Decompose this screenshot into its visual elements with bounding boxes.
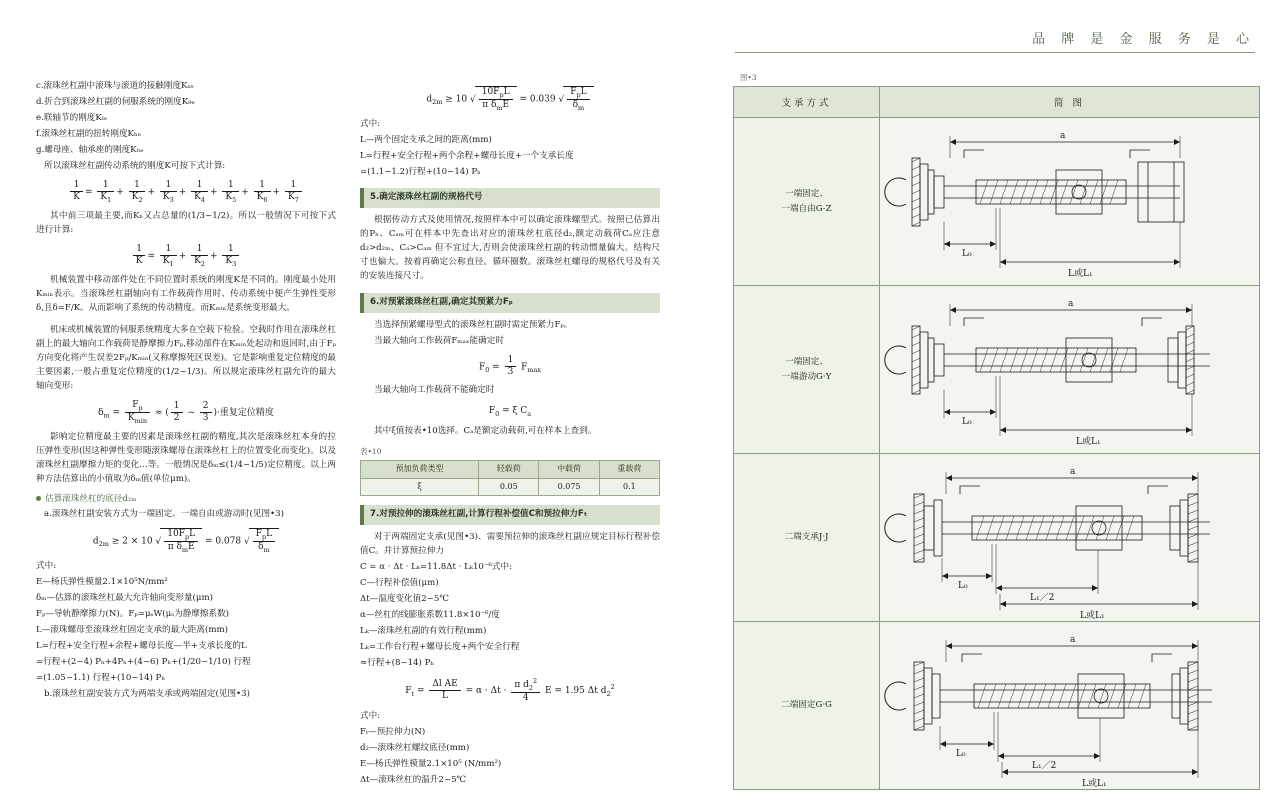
section-7-where-2: E—杨氏弹性模量2.1×10⁵ (N/mm²) xyxy=(360,758,502,769)
bullet-estimate-root-diameter: 估算滚珠丝杠的底径d₂ₘ xyxy=(36,493,336,507)
figure-row-2-diagram xyxy=(880,286,1259,453)
figure-table-header xyxy=(734,87,1259,118)
figure-label: 图•3 xyxy=(740,73,757,82)
case-b-where-1: L=行程+安全行程+两个余程+螺母长度+一个支承长度 xyxy=(360,150,574,161)
section-heading-5: 5.确定滚珠丝杠副的规格代号 xyxy=(360,188,660,208)
section-7-line-6: ≈行程+(8~14) Pₕ xyxy=(360,657,435,668)
figure-row-3-dim-l: L或L₁ xyxy=(1080,611,1105,620)
case-a-where-1: δₘ—估算的滚珠丝杠最大允许轴向变形量(μm) xyxy=(36,592,213,603)
stiffness-item-e: e.联轴节的刚度Kₜₑ xyxy=(36,112,108,123)
table-header-1: 轻载荷 xyxy=(479,460,539,478)
table-row xyxy=(361,478,660,496)
figure-row-2-dim-l: L或L₁ xyxy=(1076,437,1101,447)
section-7-where-0: Fₜ—预拉伸力(N) xyxy=(360,726,426,737)
figure-row-both-supported xyxy=(734,454,1259,622)
paragraph-5: 影响定位精度最主要的因素是滚珠丝杠副的精度,其次是滚珠丝杠本身的拉压弹性变形(因这种弹性变形随滚珠螺母在滚珠丝杠上的位置变化而变化)。以及滚珠丝杠副摩擦力矩的变化…等。一般情况是δₘ≤(1/4~1/5)定位精度。以上两种方法估算出的小值取为δₘ值(单位μm)。 xyxy=(36,431,336,484)
stiffness-item-d: d.折合到滚珠丝杠副的伺服系统的刚度K₉ₑ xyxy=(36,96,195,107)
figure-row-2-dim-a: a xyxy=(1068,299,1074,309)
table-cell-medium: 0.075 xyxy=(539,478,599,496)
figure-row-2-label xyxy=(734,286,880,453)
formula-preload-1: $F_0$ = $\frac{1}{3}$ $F_{max}$ xyxy=(478,354,542,378)
section-7-line-5: Lₖ=工作台行程+螺母长度+两个安全行程 xyxy=(360,641,520,652)
case-a-where-4: L=行程+安全行程+余程+螺母长度—半+支承长度的L xyxy=(36,640,247,651)
table-cell-light: 0.05 xyxy=(479,478,539,496)
formula-stiffness-short: $\frac{1}{K}$ = $\frac{1}{K_1}$ + $\frac{1}{K_2}$ + $\frac{1}{K_3}$ xyxy=(36,244,336,268)
figure-row-1-dim-a: a xyxy=(1060,131,1066,141)
figure-row-3-dim-l0: L₀ xyxy=(958,581,968,591)
figure-header-support-type: 支承方式 xyxy=(734,87,880,117)
formula-case-a: $d_{2m} \ge 2 \times 10$ √ $\frac{10F_pL}{\pi \delta_mE}$ = 0.078 √ $\frac{F_pL}{\delta_m}$ xyxy=(36,528,336,554)
case-a-text: a.滚珠丝杠副安装方式为一端固定、一端自由或游动时(见图•3) xyxy=(44,509,284,520)
figure-header-diagram: 简 图 xyxy=(1053,98,1086,109)
section-7-body: 对于两端固定支承(见图•3)、需要预拉伸的滚珠丝杠副应规定目标行程补偿值C。并计算预拉伸力 xyxy=(360,532,660,557)
formula-case-b: $d_{2m} \ge 10$ √ $\frac{10F_pL}{\pi \delta_mE}$ = 0.039 √ $\frac{F_pL}{\delta_m}$ xyxy=(360,86,660,112)
section-6-p4: 其中ξ值按表•10选择。Cₐ是额定动载荷,可在样本上查到。 xyxy=(374,426,597,437)
paragraph-k-note: 其中前三项最主要,而Kₕ又占总量的(1/3~1/2)。所以一般情况下可按下式进行计算: xyxy=(36,210,336,235)
section-5-body: 根据传动方式及使用情况,按照样本中可以确定滚珠螺型式。按照已估算出的Pₕ、Cₐₘ可在样本中先查出对应的滚珠丝杠底径d₂,额定动载荷Cₐ应注意d₂>d₂ₘ、Cₐ>Cₐₘ 但不宜过大,否则会使滚珠丝杠副的转动惯量偏大。结构尺寸也偏大。按着再确定公称直径。循环圈数。滚珠丝杠螺母的规格代号及有关的安装连接尺寸。 xyxy=(360,215,660,282)
formula-delta: $\delta_m$ = $\frac{F_p}{K_{min}}$ ≈ ( $\frac{1}{2}$ ~ $\frac{2}{3}$ )·重复定位精度 xyxy=(98,400,274,425)
figure-row-2-label-line-2: 一端游动G·Y xyxy=(781,371,832,382)
figure-row-4-label-line-1: 二端固定G·G xyxy=(781,700,832,711)
section-7-line-3: α—丝杠的线膨胀系数11.8×10⁻⁶/度 xyxy=(360,609,500,620)
figure-row-4-dim-a: a xyxy=(1070,635,1076,645)
stiffness-item-c: c.滚珠丝杠副中滚珠与滚道的接触刚度Kₛₑ xyxy=(36,81,194,91)
case-a-where-6: =(1.05~1.1) 行程+(10~14) Pₕ xyxy=(36,672,166,683)
figure-row-1-dim-l: L或L₁ xyxy=(1068,269,1093,279)
case-a-where-5: =行程+(2~4) Pₕ+4Pₕ+(4~6) Pₕ+(1/20~1/10) 行程 xyxy=(36,656,251,667)
preload-table xyxy=(360,460,660,497)
figure-row-3-dim-a: a xyxy=(1070,467,1076,477)
case-a-where-0: E—杨氏弹性模量2.1×10⁵N/mm² xyxy=(36,577,168,588)
paragraph-4: 机床或机械装置的伺服系统精度大多在空载下检验。空载时作用在滚珠丝杠副上的最大轴向工作载荷是静摩擦力Fₚ,移动部件在Kₘᵢₙ处起动和返回时,由于Fₚ方向变化将产生误差2Fₚ/Kₘᵢₙ(又称摩擦死区误差)。它是影响重复定位精度的最主要因素,一般占重复定位精度的(1/2~1/3)。所以规定滚珠丝杠副允许的最大轴向变形: xyxy=(36,325,336,392)
figure-row-4-dim-l1-2: L₁／2 xyxy=(1032,761,1057,771)
section-7-where-3: Δt—滚珠丝杠的温升2~5℃ xyxy=(360,774,467,785)
figure-row-4-label xyxy=(734,622,880,789)
figure-row-4-dim-l0: L₀ xyxy=(956,749,966,759)
figure-row-4-diagram xyxy=(880,622,1259,789)
figure-row-1-diagram xyxy=(880,118,1259,285)
figure-row-4-dim-l: L或L₁ xyxy=(1082,779,1107,788)
section-7-line-4: Lₖ—滚珠丝杠副的有效行程(mm) xyxy=(360,625,487,636)
formula-preload-2: $F_0 = \xi$ $C_a$ xyxy=(488,406,532,418)
table-header-3: 重载荷 xyxy=(599,460,659,478)
section-7-line-1: C—行程补偿值(μm) xyxy=(360,578,439,589)
figure-row-fixed-floating xyxy=(734,286,1259,454)
formula-stiffness-full: $\frac{1}{K}$ = $\frac{1}{K_1}$ + $\frac{1}{K_2}$ + $\frac{1}{K_3}$ + $\frac{1}{K_4}$ + $\frac{1}{K_5}$ + $\frac{1}{K_6}$ + $\frac{1}{K_7}$ xyxy=(36,180,336,204)
case-a-where-3: L—滚珠螺母至滚珠丝杠固定支承的最大距离(mm) xyxy=(36,624,228,635)
table-caption: 表•10 xyxy=(360,447,382,457)
case-b-where-title: 式中: xyxy=(360,118,381,129)
section-heading-7: 7.对预拉伸的滚珠丝杠副,计算行程补偿值C和预拉伸力Fₜ xyxy=(360,505,660,525)
figure-row-1-label-line-2: 一端自由G-Z xyxy=(781,203,832,214)
section-6-p2: 当最大轴向工作载荷Fₘₐₓ能确定时 xyxy=(374,335,504,346)
figure-row-3-diagram xyxy=(880,454,1259,621)
section-7-where-title: 式中: xyxy=(360,710,381,721)
table-header-row xyxy=(361,460,660,478)
figure-row-1-dim-l0: L₀ xyxy=(962,249,972,259)
figure-row-2-label-line-1: 一端固定、 xyxy=(785,356,828,367)
table-header-0: 预加负荷类型 xyxy=(361,460,479,478)
table-row-label: ξ xyxy=(361,478,479,496)
formula-pretension: $F_t$ = $\frac{\text{Δl AE}}{L}$ = α · Δt · $\frac{\pi d_2^2}{4}$ E = 1.95 Δt $d_2^2$ xyxy=(405,676,615,703)
page-header-title: 品 牌 是 金 服 务 是 心 xyxy=(1032,32,1255,47)
case-b-where-2: =(1.1~1.2)行程+(10~14) Pₕ xyxy=(360,166,481,177)
figure-row-fixed-free xyxy=(734,118,1259,286)
figure-row-1-label-line-1: 一端固定、 xyxy=(785,188,828,199)
left-text-column xyxy=(36,80,336,703)
figure-row-3-dim-l1-2: L₁／2 xyxy=(1030,593,1055,603)
paragraph-3: 机械装置中移动部件处在不同位置时系统的刚度K是不同的。刚度最小处用Kₘᵢₙ表示。当滚珠丝杠副轴向有工作载荷作用时、传动系统中便产生弹性变形δ,且δ=F/K。从而影响了系统的传动精度。而Kₘᵢₙ是系统变形最大。 xyxy=(36,274,336,313)
figure-row-1-label xyxy=(734,118,880,285)
header-divider xyxy=(735,52,1255,53)
stiffness-item-f: f.滚珠丝杠副的扭转刚度Kₕₑ xyxy=(36,128,142,139)
right-text-column xyxy=(360,80,660,789)
stiffness-item-g: g.螺母座、轴承座的刚度Kₕₑ xyxy=(36,144,144,155)
case-b-where-0: L—两个固定支承之间的距离(mm) xyxy=(360,134,492,145)
section-heading-6: 6.对预紧滚珠丝杠副,确定其预紧力Fₚ xyxy=(360,293,660,313)
paragraph-k-intro: 所以滚珠丝杠副传动系统的刚度K可按下式计算: xyxy=(44,160,226,171)
table-cell-heavy: 0.1 xyxy=(599,478,659,496)
case-a-where-2: Fₚ—导轨静摩擦力(N)。Fₚ=μₛW(μₛ为静摩擦系数) xyxy=(36,608,230,619)
figure-panel xyxy=(733,86,1260,790)
section-7-line-2: Δt—温度变化值2~5℃ xyxy=(360,594,449,605)
case-b-text: b.滚珠丝杠副安装方式为两端支承或两端固定(见图•3) xyxy=(44,688,250,699)
figure-row-3-label-line-1: 二端支承J·J xyxy=(784,532,829,543)
figure-row-3-label xyxy=(734,454,880,621)
section-7-where-1: d₂—滚珠丝杠螺纹底径(mm) xyxy=(360,742,470,753)
figure-row-both-fixed xyxy=(734,622,1259,789)
figure-row-2-dim-l0: L₀ xyxy=(962,417,972,427)
table-header-2: 中载荷 xyxy=(539,460,599,478)
section-6-p1: 当选择预紧螺母型式的滚珠丝杠副时需定预紧力Fₚ。 xyxy=(374,319,573,330)
case-a-where-title: 式中: xyxy=(36,561,57,572)
section-6-p3: 当最大轴向工作载荷不能确定时 xyxy=(374,385,495,396)
section-7-line-0: C = α · Δt · Lₖ=11.8Δt · Lₖ10⁻⁶式中: xyxy=(360,562,512,573)
